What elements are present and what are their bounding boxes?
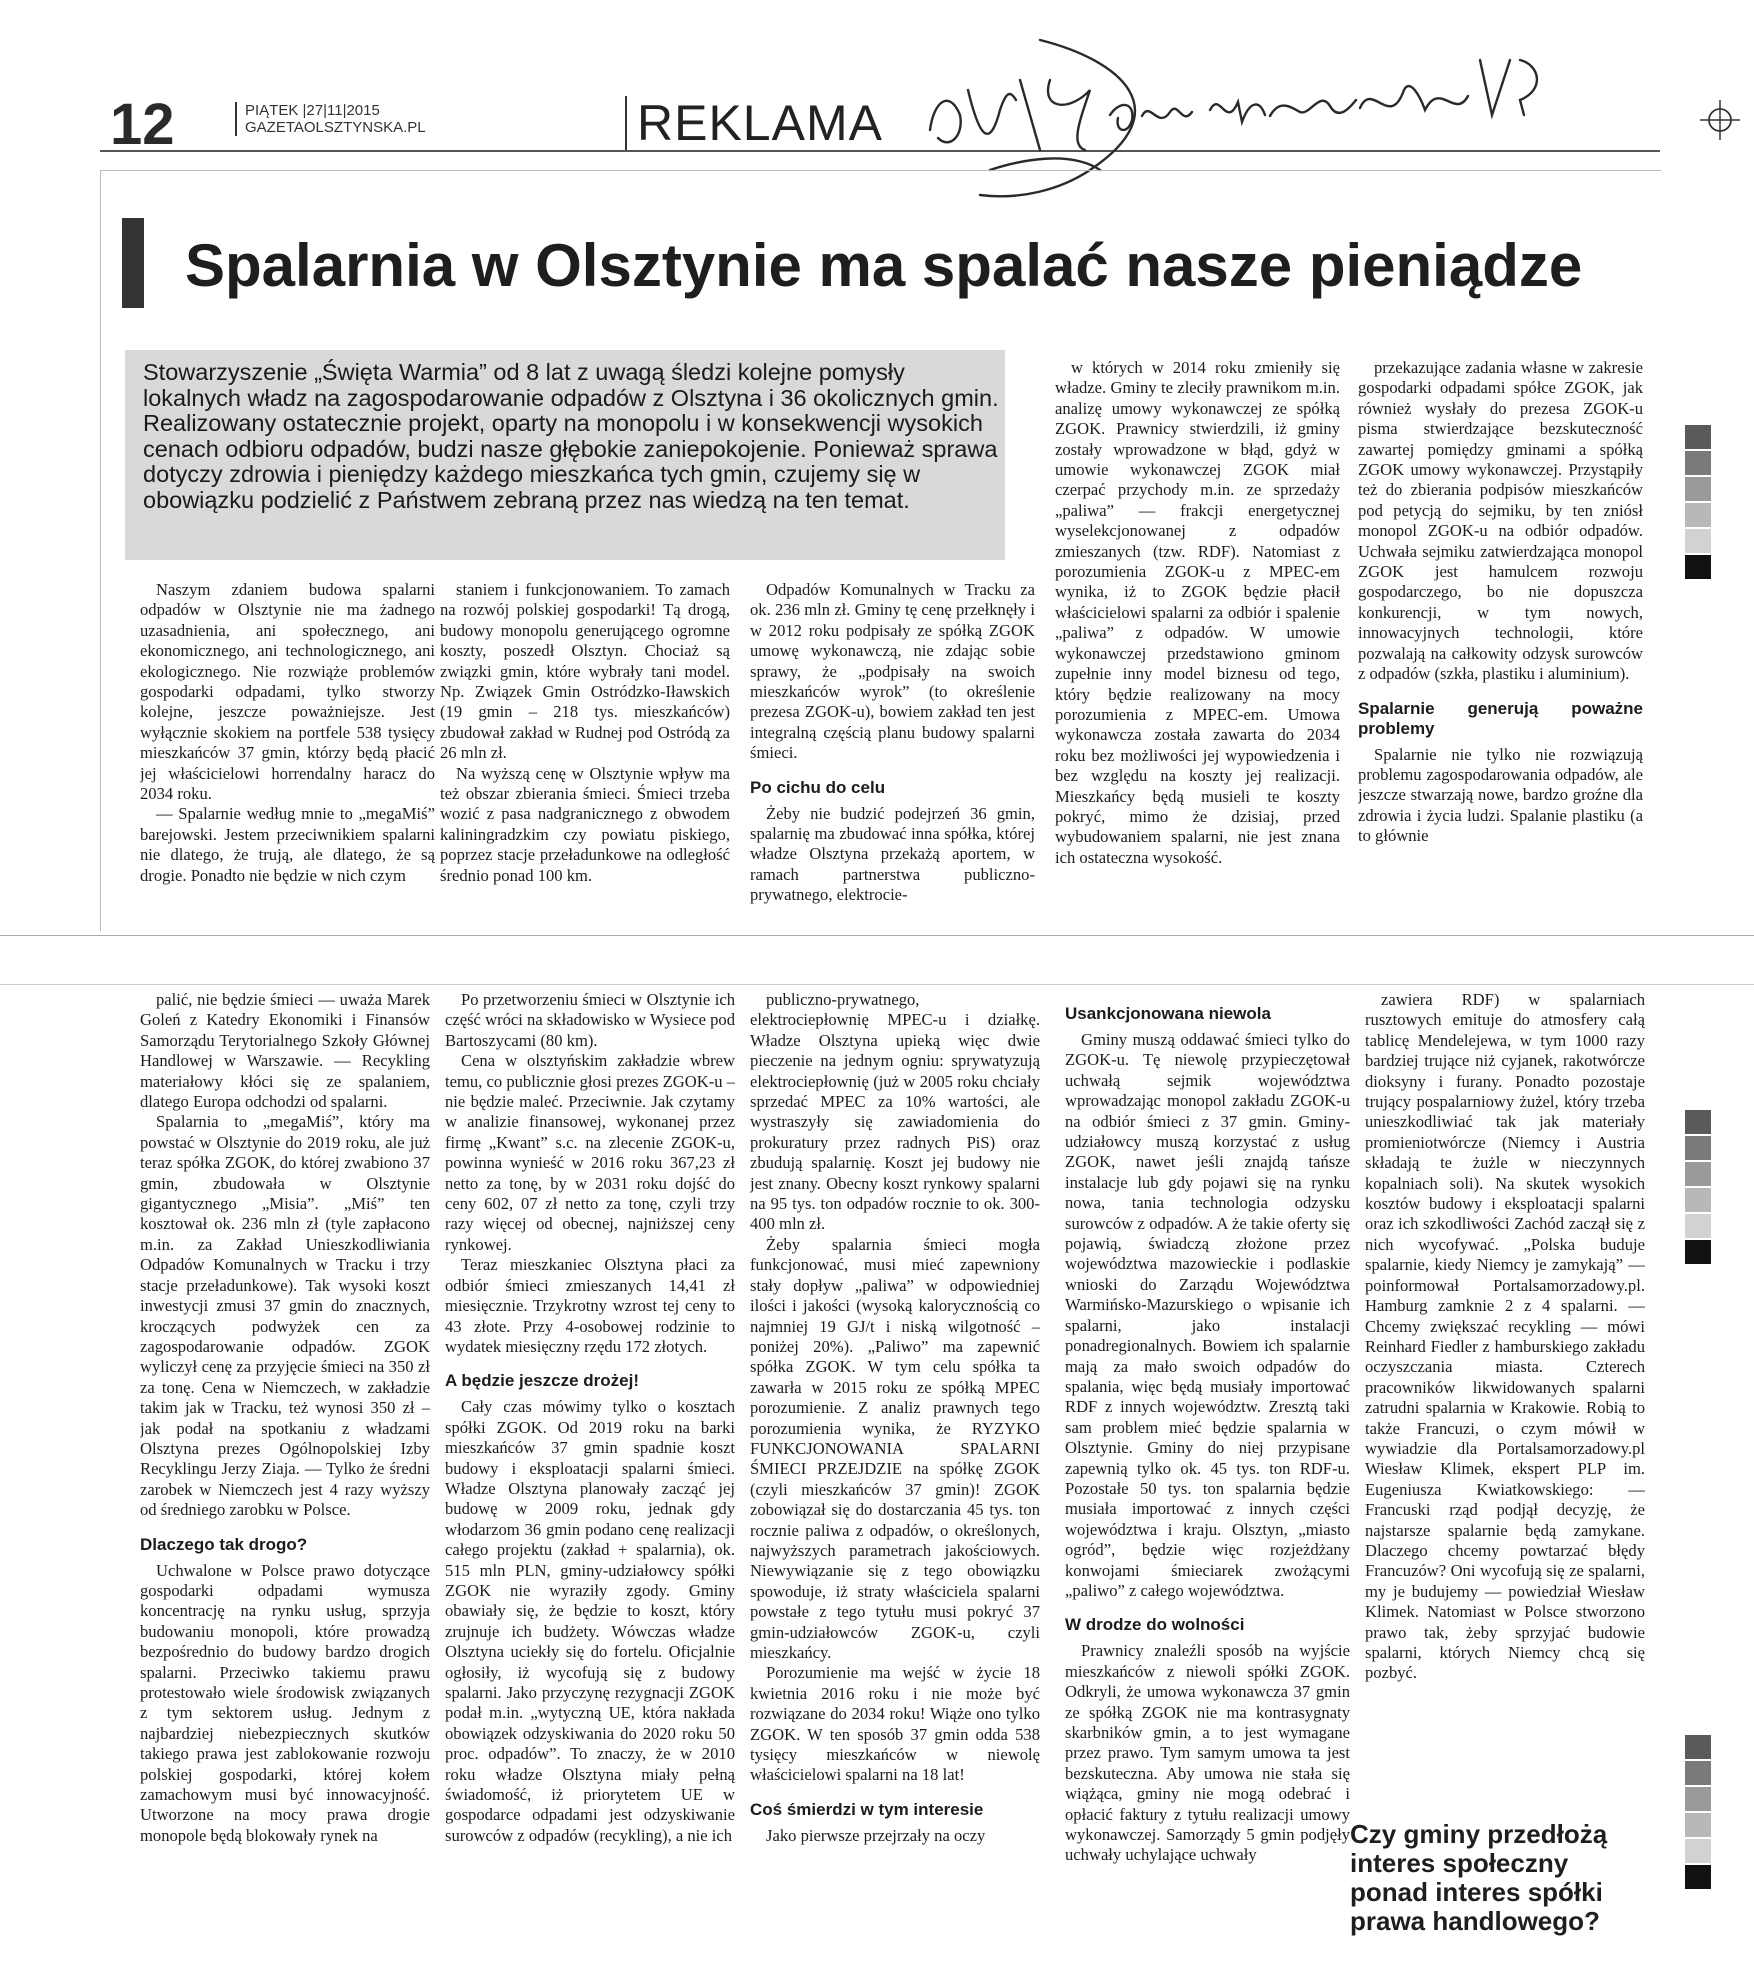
swatch bbox=[1685, 1787, 1711, 1811]
top-column-5 bbox=[1358, 358, 1643, 930]
headline-bar bbox=[122, 218, 144, 308]
swatch bbox=[1685, 1761, 1711, 1785]
subheading: W drodze do wolności bbox=[1065, 1615, 1245, 1635]
section-label: REKLAMA bbox=[625, 96, 883, 150]
paragraph: Żeby nie budzić podejrzeń 36 gmin, spalarnię ma zbudować inna spółka, której władze Olsztyna przekażą aportem, w ramach partnerstwa publiczno-prywatnego, elektrocie- bbox=[750, 803, 1035, 905]
paragraph: Teraz mieszkaniec Olsztyna płaci za odbiór śmieci zmieszanych 14,41 zł miesięcznie. Trzykrotny wzrost tej ceny to 43 złote. Przy 4-osobowej rodzinie to wydatek miesięczny rzędu 172 złotych. bbox=[445, 1255, 735, 1356]
swatch bbox=[1685, 1188, 1711, 1212]
bottom-column-5 bbox=[1365, 990, 1645, 1810]
paragraph: zawiera RDF) w spalarniach rusztowych emituje do atmosfery całą tablicę Mendelejewa, w tym 1000 razy bardziej trujące niż cyjanek, rakotwórcze dioksyny i furany. Ponadto pozostaje trujący pospalarniowy żużel, który trzeba unieszkodliwiać tak jak materiały promieniotwórcze (Niemcy i Austria składają te żużle w nieczynnych kopalniach soli). Na skutek wysokich kosztów budowy i eksploatacji spalarni oraz ich szkodliwości Zachód zaczął się z nich wycofywać. „Polska buduje spalarnie, kiedy Niemcy je zamykają” — poinformował Portalsamorzadowy.pl. Hamburg zamknie 2 z 4 spalarni. — Chcemy zwiększać recykling — mówi Reinhard Fiedler z hamburskiego zakładu oczyszczania miasta. Czterech pracowników likwidowanych spalarni zatrudni spalarnia w Krakowie. Robią to także Francuzi, o czym mówił w wywiadzie dla Portalsamorzadowy.pl Wiesław Klimek, ekspert PLP im. Eugeniusza Kwiatkowskiego: — Francuski rząd podjął decyzję, że najstarsze spalarnie będą zamykane. Dlaczego chcemy powtarzać błędy Francuzów? Oni wycofują się ze spalarni, my je budujemy — powiedział Wiesław Klimek. Natomiast w Polsce stworzono prawo tak, żeby sprzyjać budowie spalarni, których Niemcy chcą się pozbyć. bbox=[1365, 990, 1645, 1683]
paragraph: Cały czas mówimy tylko o kosztach spółki ZGOK. Od 2019 roku na barki mieszkańców 37 gmin spadnie koszt budowy i eksploatacji spalarni śmieci. Władze Olsztyna planowały zacząć jej budowę w 2009 roku, jednak gdy włodarzom 36 gmin podano cenę realizacji całego projektu (zakład + spalarnia), ok. 515 mln PLN, gminy-udziałowcy spółki ZGOK nie wyraziły zgody. Gminy obawiały się, że będzie to koszt, który zrujnuje ich budżety. Wówczas władze Olsztyna uciekły się do fortelu. Oficjalnie ogłosiły, iż wycofują się z budowy spalarni. Jako przyczynę rezygnacji ZGOK podał m.in. „wytyczną UE, która nakłada obowiązek odzyskiwania do 2020 roku 50 proc. odpadów”. To znaczy, że w 2010 roku władze Olsztyna miały pełną świadomość, iż priorytetem UE w gospodarce odpadami jest odzyskiwanie surowców z odpadów (recykling), a nie ich bbox=[445, 1397, 735, 1845]
subheading: Dlaczego tak drogo? bbox=[140, 1534, 308, 1554]
dateline bbox=[235, 102, 426, 136]
top-column-4 bbox=[1055, 358, 1340, 930]
top-column-3 bbox=[750, 580, 1035, 930]
paragraph: Spalarnia to „megaMiś”, który ma powstać w Olsztynie do 2019 roku, ale już teraz spółka ZGOK, do której zwabiono 37 gmin, zbudowała w Olsztynie gigantycznego „Misia”. „Miś” ten kosztował ok. 236 mln zł (tyle zapłacono m.in. za Zakład Unieszkodliwiania Odpadów Komunalnych w Tracku i trzy stacje przeładunkowe). Tak wysoki koszt inwestycji zmusi 37 gmin do znacznych, kroczących podwyżek cen za zagospodarowanie odpadów. ZGOK wyliczył cenę za przyjęcie śmieci na 350 zł za tonę. Cena w Niemczech, w zakładzie takim jak w Tracku, też wynosi 350 zł – jak podał na spotkaniu z władzami Olsztyna prezes Ogólnopolskiej Izby Recyklingu Jerzy Ziaja. — Tylko że średni zarobek w Niemczech jest 4 razy wyższy od średniego zarobku w Polsce. bbox=[140, 1112, 430, 1520]
swatch bbox=[1685, 529, 1711, 553]
paragraph: Naszym zdaniem budowa spalarni odpadów w Olsztynie nie ma żadnego uzasadnienia, ani społecznego, ani ekonomicznego, ani technologicznego, ani ekologicznego. Nie rozwiąże problemów gospodarki odpadami, tylko stworzy kolejne, jeszcze poważniejsze. Jest wyłącznie skokiem na portfele 538 tysięcy mieszkańców 37 gmin, którzy będą płacić jej właścicielowi horrendalny haracz do 2034 roku. bbox=[140, 580, 435, 804]
paragraph: — Spalarnie według mnie to „megaMiś” barejowski. Jestem przeciwnikiem spalarni nie dlatego, że trują, ale dlatego, że są drogie. Ponadto nie będzie w nich czym bbox=[140, 804, 435, 885]
swatch bbox=[1685, 477, 1711, 501]
color-swatches-middle bbox=[1685, 1110, 1711, 1266]
paragraph: w których w 2014 roku zmieniły się władze. Gminy te zleciły prawnikom m.in. analizę umowy wykonawczej ze spółką ZGOK. Prawnicy stwierdzili, iż gminy zostały wprowadzone w błąd, gdyż w umowie wykonawczej ZGOK miał czerpać przychody m.in. ze sprzedaży „paliwa” — frakcji energetycznej wyselekcjonowanej z odpadów zmieszanych (tzw. RDF). Natomiast z porozumienia ZGOK-u z MPEC-em wynika, iż to ZGOK będzie płacił właścicielowi spalarni za odbiór i spalenie „paliwa” z odpadów. W umowie wykonawczej przedstawiono gminom zupełnie inny model biznesu od tego, który będzie realizowany na mocy porozumienia z MPEC-em. Umowa wykonawcza została zawarta do 2034 roku bez możliwości jej wypowiedzenia i bez względu na koszty jej realizacji. Mieszkańcy będą musieli te koszty pokryć, mimo że dzisiaj, przed wybudowaniem spalarni, nie jest znana ich ostateczna wysokość. bbox=[1055, 358, 1340, 867]
bottom-column-1 bbox=[140, 990, 430, 1975]
paragraph: staniem i funkcjonowaniem. To zamach na rozwój polskiej gospodarki! Tą drogą, budowy monopolu generującego ogromne koszty, poszedł Olsztyn. Chociaż są związki gmin, które wybrały tani model. Np. Związek Gmin Ostródzko-Iławskich (19 gmin – 218 tys. mieszkańców) zbudował zakład w Rudnej pod Ostródą za 26 mln zł. bbox=[440, 580, 730, 763]
paragraph: Na wyższą cenę w Olsztynie wpływ ma też obszar zbierania śmieci. Śmieci trzeba wozić z pasa nadgranicznego z obwodem kaliningradzkim czy powiatu piskiego, poprzez stacje przeładunkowe na odległość średnio ponad 100 km. bbox=[440, 763, 730, 885]
paragraph: Jako pierwsze przejrzały na oczy bbox=[766, 1825, 986, 1845]
page-number: 12 bbox=[110, 92, 175, 157]
color-swatches-top bbox=[1685, 425, 1711, 581]
site-name: GAZETAOLSZTYNSKA.PL bbox=[245, 119, 426, 136]
bottom-column-4 bbox=[1065, 990, 1350, 1975]
swatch bbox=[1685, 1162, 1711, 1186]
bottom-column-3 bbox=[750, 990, 1040, 1975]
subheading: Po cichu do celu bbox=[750, 777, 886, 797]
swatch bbox=[1685, 425, 1711, 449]
swatch bbox=[1685, 1735, 1711, 1759]
swatch bbox=[1685, 555, 1711, 579]
paragraph: Prawnicy znaleźli sposób na wyjście mieszkańców z niewoli spółki ZGOK. Odkryli, że umowa wykonawcza 37 gmin ze spółką ZGOK nie ma kontrasygnaty skarbników gmin, a to jest wymagane przez prawo. Tym samym umowa ta jest bezskuteczna. Aby umowa nie stała się wiążąca, gminy nie mogą odebrać i opłacić faktury z tytułu realizacji umowy wykonawczej. Samorządy 5 gmin podjęły uchwały uchylające uchwały bbox=[1065, 1641, 1350, 1865]
paragraph: Uchwalone w Polsce prawo dotyczące gospodarki odpadami wymusza koncentrację na rynku usług, sprzyja budowaniu monopoli, które prowadzą bezpośrednio do budowy bardzo drogich spalarni. Przeciwko takiemu prawu protestowało wiele środowisk związanych z tym sektorem usług. Jednym z najbardziej niebezpiecznych skutków takiego prawa jest zablokowanie rozwoju polskiej gospodarki, której kołem zamachowym musi być innowacyjność. Utworzone na mocy prawa drogie monopole będą blokowały rynek na bbox=[140, 1560, 430, 1845]
paragraph: Porozumienie ma wejść w życie 18 kwietnia 2016 roku i nie może być rozwiązane do 2034 roku! Wiąże ono tylko ZGOK. W ten sposób 37 gmin odda 538 tysięcy mieszkańców w niewolę właścicielowi spalarni na 18 lat! bbox=[750, 1663, 1040, 1785]
top-column-1 bbox=[140, 580, 435, 930]
paragraph: Gminy muszą oddawać śmieci tylko do ZGOK-u. Tę niewolę przypieczętował uchwałą sejmik województwa wprowadzając monopol zakładu ZGOK-u na odbiór śmieci z 37 gmin. Gminy-udziałowcy muszą korzystać z usług ZGOK, nawet jeśli znajdą tańsze instalacje lub gdy pojawi się na rynku nowa, tania technologia odzysku surowców z odpadów. A że takie oferty się pojawią, świadczą złożone przez województwa mazowieckie i podlaskie wnioski do Zarządu Województwa Warmińsko-Mazurskiego o wpisanie ich spalarni, jako instalacji ponadregionalnych. Bowiem ich spalarnie mają za mało swoich odpadów do spalania, więc będą musiały importować RDF z innych województw. Zresztą taki sam problem mieć będzie spalarnia w Olsztynie. Gminy do niej przypisane zapewnią tylko ok. 45 tys. ton RDF-u. Pozostałe 50 tys. ton spalarnia będzie musiała importować z innych części województwa i kraju. Olsztyn, „miasto ogród”, będzie więc rozjeżdżany konwojami śmieciarek zwożącymi „paliwo” z całego województwa. bbox=[1065, 1030, 1350, 1600]
swatch bbox=[1685, 1839, 1711, 1863]
swatch bbox=[1685, 1813, 1711, 1837]
article-lead: Stowarzyszenie „Święta Warmia” od 8 lat z uwagą śledzi kolejne pomysły lokalnych władz na zagospodarowanie odpadów z Olsztyna i 36 okolicznych gmin. Realizowany ostatecznie projekt, oparty na monopolu i w konsekwencji wysokich cenach odbioru odpadów, budzi nasze głębokie zaniepokojenie. Ponieważ sprawa dotyczy zdrowia i pieniędzy każdego mieszkańca tych gmin, czujemy się w obowiązku podzielić z Państwem zebraną przez nas wiedzą na ten temat. bbox=[125, 350, 1005, 560]
color-swatches-bottom bbox=[1685, 1735, 1711, 1891]
bottom-column-2 bbox=[445, 990, 735, 1975]
paragraph: Spalarnie nie tylko nie rozwiązują problemu zagospodarowania odpadów, ale jeszcze stwarzają nowe, bardzo groźne dla zdrowia i życia ludzi. Spalanie plastiku (a to głównie bbox=[1358, 744, 1643, 846]
swatch bbox=[1685, 1240, 1711, 1264]
subheading: Spalarnie generują poważne problemy bbox=[1358, 698, 1643, 738]
subheading: A będzie jeszcze drożej! bbox=[445, 1371, 639, 1391]
issue-date: PIĄTEK |27|11|2015 bbox=[245, 102, 380, 119]
paragraph: Cena w olsztyńskim zakładzie wbrew temu, co publicznie głosi prezes ZGOK-u – nie będzie maleć. Przeciwnie. Jak czytamy w analizie finansowej, wykonanej przez firmę „Kwant” s.c. na zlecenie ZGOK-u, powinna wynieść w 2016 roku 367,23 zł netto za tonę, by w 2031 roku dojść do ceny 602, 07 zł netto za tonę, czyli trzy razy więcej od obecnej, najniższej ceny rynkowej. bbox=[445, 1051, 735, 1254]
paragraph: Odpadów Komunalnych w Tracku za ok. 236 mln zł. Gminy tę cenę przełknęły i w 2012 roku podpisały ze spółką ZGOK umowę wykonawczą, nie zdając sobie sprawy, że „podpisały na swoich mieszkańców wyrok” (to określenie prezesa ZGOK-u), bowiem zakład ten jest integralną częścią planu budowy spalarni śmieci. bbox=[750, 580, 1035, 763]
subheading: Coś śmierdzi w tym interesie bbox=[750, 1799, 984, 1819]
swatch bbox=[1685, 1110, 1711, 1134]
swatch bbox=[1685, 1214, 1711, 1238]
scan-gap bbox=[0, 935, 1754, 985]
paragraph: Po przetworzeniu śmieci w Olsztynie ich część wróci na składowisko w Wysiece pod Bartoszycami (80 km). bbox=[445, 990, 735, 1050]
registration-mark bbox=[1700, 100, 1740, 140]
paragraph: publiczno-prywatnego, elektrociepłownię MPEC-u i działkę. Władze Olsztyna upieką więc dwie pieczenie na jednym ogniu: sprywatyzują elektrociepłownię (już w 2005 roku chciały sprzedać MPEC za 10% wartości, ale wystraszyły się zawiadomienia do prokuratury przez radnych PiS) oraz zbudują spalarnię. Koszt jej budowy nie jest znany. Obecny koszt rynkowy spalarni na 95 tys. ton odpadów rocznie to ok. 300-400 mln zł. bbox=[750, 990, 1040, 1234]
swatch bbox=[1685, 1865, 1711, 1889]
swatch bbox=[1685, 451, 1711, 475]
paragraph: przekazujące zadania własne w zakresie gospodarki odpadami spółce ZGOK, jak również wysłały do prezesa ZGOK-u pisma stwierdzające bezskuteczność zawartej pomiędzy gminami a spółką ZGOK umowy wykonawczej. Przystąpiły też do zbierania podpisów mieszkańców pod petycją do sejmiku, by ten zniósł monopol ZGOK-u na odbiór odpadów. Uchwała sejmiku zatwierdzająca monopol ZGOK jest hamulcem rozwoju gospodarczego, bo nie dopuszcza konkurencji, w tym nowych, innowacyjnych technologii, które pozwalają na całkowity odzysk surowców z odpadów (szkła, plastiku i aluminium). bbox=[1358, 358, 1643, 684]
paragraph: palić, nie będzie śmieci — uważa Marek Goleń z Katedry Ekonomiki i Finansów Samorządu Terytorialnego Szkoły Głównej Handlowej w Warszawie. — Recykling materiałowy kłóci się ze spalaniem, dlatego Europa odchodzi od spalarni. bbox=[140, 990, 430, 1112]
paragraph: Żeby spalarnia śmieci mogła funkcjonować, musi mieć zapewniony stały dopływ „paliwa” w odpowiedniej ilości i jakości (wysoką kalorycznością co najmniej 19 GJ/t i niską wilgotność – poniżej 20%). „Paliwo” ma zapewnić spółka ZGOK. W tym celu spółka ta zawarła w 2015 roku ze spółką MPEC porozumienie. Z analiz prawnych tego porozumienia wynika, że RYZYKO FUNKCJONOWANIA SPALARNI ŚMIECI PRZEJDZIE na spółkę ZGOK (czyli mieszkańców 37 gmin)! ZGOK zobowiązał się do dostarczania 45 tys. ton rocznie paliwa z odpadów, o określonych, najwyższych parametrach jakościowych. Niewywiązanie się z tego obowiązku spowoduje, iż straty właściciela spalarni powstałe z tego tytułu musi pokryć 37 gmin-udziałowców ZGOK-u, czyli mieszkańcy. bbox=[750, 1234, 1040, 1662]
top-column-2 bbox=[440, 580, 730, 930]
swatch bbox=[1685, 503, 1711, 527]
subheading: Usankcjonowana niewola bbox=[1065, 1004, 1271, 1023]
swatch bbox=[1685, 1136, 1711, 1160]
article-headline: Spalarnia w Olsztynie ma spalać nasze pieniądze bbox=[185, 232, 1583, 299]
pull-quote: Czy gminy przedłożą interes społeczny ponad interes spółki prawa handlowego? bbox=[1350, 1819, 1608, 1936]
